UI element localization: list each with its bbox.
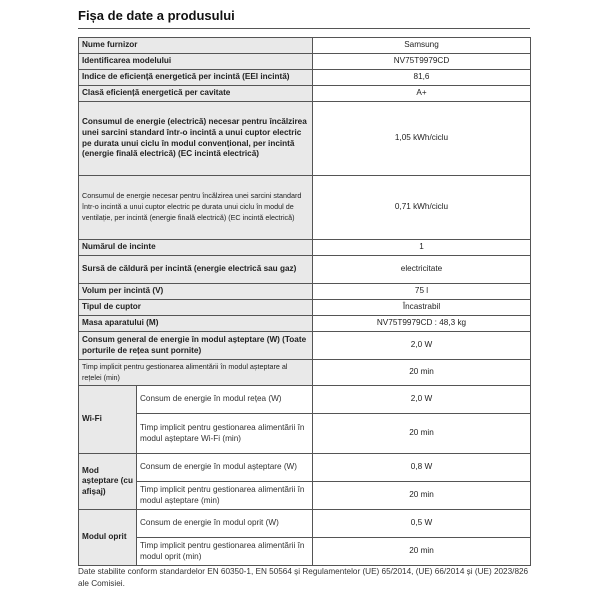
table-row — [79, 176, 531, 240]
table-row — [79, 482, 531, 510]
row-value-consumption-fan: 0,71 kWh/ciclu — [313, 176, 531, 240]
row-value-mass: NV75T9979CD : 48,3 kg — [313, 316, 531, 332]
row-label-standby-time: Timp implicit pentru gestionarea alimentării în modul așteptare al rețelei (min) — [79, 360, 313, 386]
row-value-heat-source: electricitate — [313, 256, 531, 284]
row-label-mass: Masa aparatului (M) — [79, 316, 313, 332]
sub-value-off-time: 20 min — [313, 538, 531, 566]
row-value-supplier: Samsung — [313, 38, 531, 54]
sub-label-wifi-time: Timp implicit pentru gestionarea alimentării în modul așteptare Wi-Fi (min) — [137, 414, 313, 454]
row-value-standby-time: 20 min — [313, 360, 531, 386]
table-row — [79, 332, 531, 360]
row-value-model-id: NV75T9979CD — [313, 54, 531, 70]
sub-label-standby-consumption: Consum de energie în modul așteptare (W) — [137, 454, 313, 482]
row-value-cavity-count: 1 — [313, 240, 531, 256]
row-value-energy-class: A+ — [313, 86, 531, 102]
row-value-volume: 75 l — [313, 284, 531, 300]
table-row — [79, 54, 531, 70]
table-row — [79, 454, 531, 482]
table-row — [79, 70, 531, 86]
table-row — [79, 38, 531, 54]
row-label-volume: Volum per incintă (V) — [79, 284, 313, 300]
row-label-consumption-conventional: Consumul de energie (electrică) necesar pentru încălzirea unei sarcini standard într-o incintă a unui cuptor electric pe durata unui ciclu în modul convențional, per incintă (energie finală electrică) (EC incintă electrică) — [79, 102, 313, 176]
table-row — [79, 284, 531, 300]
sub-value-standby-consumption: 0,8 W — [313, 454, 531, 482]
group-label-standby-display: Mod așteptare (cu afișaj) — [79, 454, 137, 510]
sub-value-wifi-time: 20 min — [313, 414, 531, 454]
standards-footnote: Date stabilite conform standardelor EN 60350-1, EN 50564 și Regulamentelor (UE) 65/2014, (UE) 66/2014 și (UE) 2023/826 ale Comisiei. — [78, 567, 529, 588]
table-row — [79, 316, 531, 332]
table-row — [79, 510, 531, 538]
row-label-heat-source: Sursă de căldură per incintă (energie electrică sau gaz) — [79, 256, 313, 284]
row-value-eei: 81,6 — [313, 70, 531, 86]
row-label-energy-class: Clasă eficiență energetică per cavitate — [79, 86, 313, 102]
title-divider — [78, 28, 530, 29]
row-value-standby-consumption: 2,0 W — [313, 332, 531, 360]
table-row — [79, 538, 531, 566]
row-label-consumption-fan: Consumul de energie necesar pentru încălzirea unei sarcini standard într-o incintă a unui cuptor electric pe durata unui ciclu în modul de ventilație, per incintă (energie finală electrică) (EC incintă electrică) — [79, 176, 313, 240]
group-label-off-mode: Modul oprit — [79, 510, 137, 566]
sub-label-off-time: Timp implicit pentru gestionarea alimentării în modul oprit (min) — [137, 538, 313, 566]
row-label-standby-consumption: Consum general de energie în modul așteptare (W) (Toate porturile de rețea sunt pornite) — [79, 332, 313, 360]
row-label-oven-type: Tipul de cuptor — [79, 300, 313, 316]
group-label-wifi: Wi-Fi — [79, 386, 137, 454]
row-value-consumption-conventional: 1,05 kWh/ciclu — [313, 102, 531, 176]
sub-label-off-consumption: Consum de energie în modul oprit (W) — [137, 510, 313, 538]
table-row — [79, 386, 531, 414]
row-label-eei: Indice de eficiență energetică per incintă (EEI incintă) — [79, 70, 313, 86]
sub-value-off-consumption: 0,5 W — [313, 510, 531, 538]
table-row — [79, 256, 531, 284]
sub-value-wifi-consumption: 2,0 W — [313, 386, 531, 414]
sub-value-standby-time: 20 min — [313, 482, 531, 510]
table-row — [79, 360, 531, 386]
table-row — [79, 86, 531, 102]
row-label-supplier: Nume furnizor — [79, 38, 313, 54]
sub-label-wifi-consumption: Consum de energie în modul rețea (W) — [137, 386, 313, 414]
sub-label-standby-time: Timp implicit pentru gestionarea alimentării în modul așteptare (min) — [137, 482, 313, 510]
product-data-table — [78, 37, 531, 566]
table-row — [79, 102, 531, 176]
table-row — [79, 240, 531, 256]
page-title: Fișa de date a produsului — [78, 8, 235, 23]
row-label-cavity-count: Numărul de incinte — [79, 240, 313, 256]
table-row — [79, 300, 531, 316]
table-row — [79, 414, 531, 454]
row-value-oven-type: Încastrabil — [313, 300, 531, 316]
row-label-model-id: Identificarea modelului — [79, 54, 313, 70]
